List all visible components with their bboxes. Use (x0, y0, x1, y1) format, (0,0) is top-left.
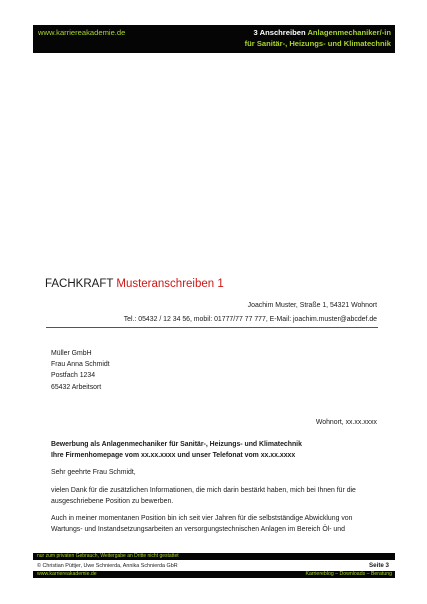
header-title-line2: für Sanitär-, Heizungs- und Klimatechnik (244, 38, 391, 48)
paragraph-line: ausgeschriebene Position zu bewerben. (51, 498, 174, 505)
recipient-city: 65432 Arbeitsort (51, 383, 102, 391)
recipient-person: Frau Anna Schmidt (51, 361, 110, 369)
recipient-address (51, 348, 110, 393)
paragraph-line: Wartungs- und Instandsetzungsarbeiten an versorgungstechnischen Anlagen im Bereich Öl- und (51, 526, 345, 533)
body-paragraph-2 (51, 513, 381, 535)
sender-contact: Tel.: 05432 / 12 34 56, mobil: 01777/77 77 777, E-Mail: joachim.muster@abcdef.de (123, 316, 377, 323)
recipient-postbox: Postfach 1234 (51, 372, 96, 380)
title-prefix: FACHKRAFT (45, 278, 117, 290)
letter-subject (51, 439, 302, 461)
title-accent: Musteranschreiben 1 (116, 278, 224, 290)
body-paragraph-1 (51, 485, 381, 507)
subject-line-2: Ihre Firmenhomepage vom xx.xx.xxxx und unser Telefonat vom xx.xx.xxxx (51, 452, 296, 459)
header-site-link[interactable]: www.karriereakademie.de (38, 28, 126, 37)
footer-copyright: © Christian Püttjer, Uwe Schnierda, Annika Schnierda GbR (37, 563, 178, 569)
header-title-accent: Anlagenmechaniker/-in (307, 28, 391, 37)
greeting: Sehr geehrte Frau Schmidt, (51, 469, 136, 476)
paragraph-line: vielen Dank für die zusätzlichen Informationen, die mich darin bestärkt haben, mich bei Ihnen für die (51, 487, 356, 494)
footer-site-link[interactable]: www.karriereakademie.de (37, 571, 97, 577)
page-number: Seite 3 (369, 562, 389, 569)
letter-date: Wohnort, xx.xx.xxxx (315, 419, 377, 426)
subject-line-1: Bewerbung als Anlagenmechaniker für Sanitär-, Heizungs- und Klimatechnik (51, 441, 302, 448)
footer-usage-note: nur zum privaten Gebrauch, Weitergabe an Dritte nicht gestattet (33, 553, 395, 560)
recipient-company: Müller GmbH (51, 350, 92, 357)
header-document-title (245, 28, 391, 49)
paragraph-line: Auch in meiner momentanen Position bin ich seit vier Jahren für die selbstständige Abwicklung von (51, 515, 353, 522)
footer-links[interactable]: Karriereblog – Downloads – Beratung (305, 571, 392, 577)
page-title (45, 278, 224, 290)
header-title-part: 3 Anschreiben (253, 28, 308, 37)
footer-bar (33, 571, 395, 578)
sender-name-address: Joachim Muster, Straße 1, 54321 Wohnort (247, 302, 377, 309)
sender-divider (46, 327, 378, 328)
